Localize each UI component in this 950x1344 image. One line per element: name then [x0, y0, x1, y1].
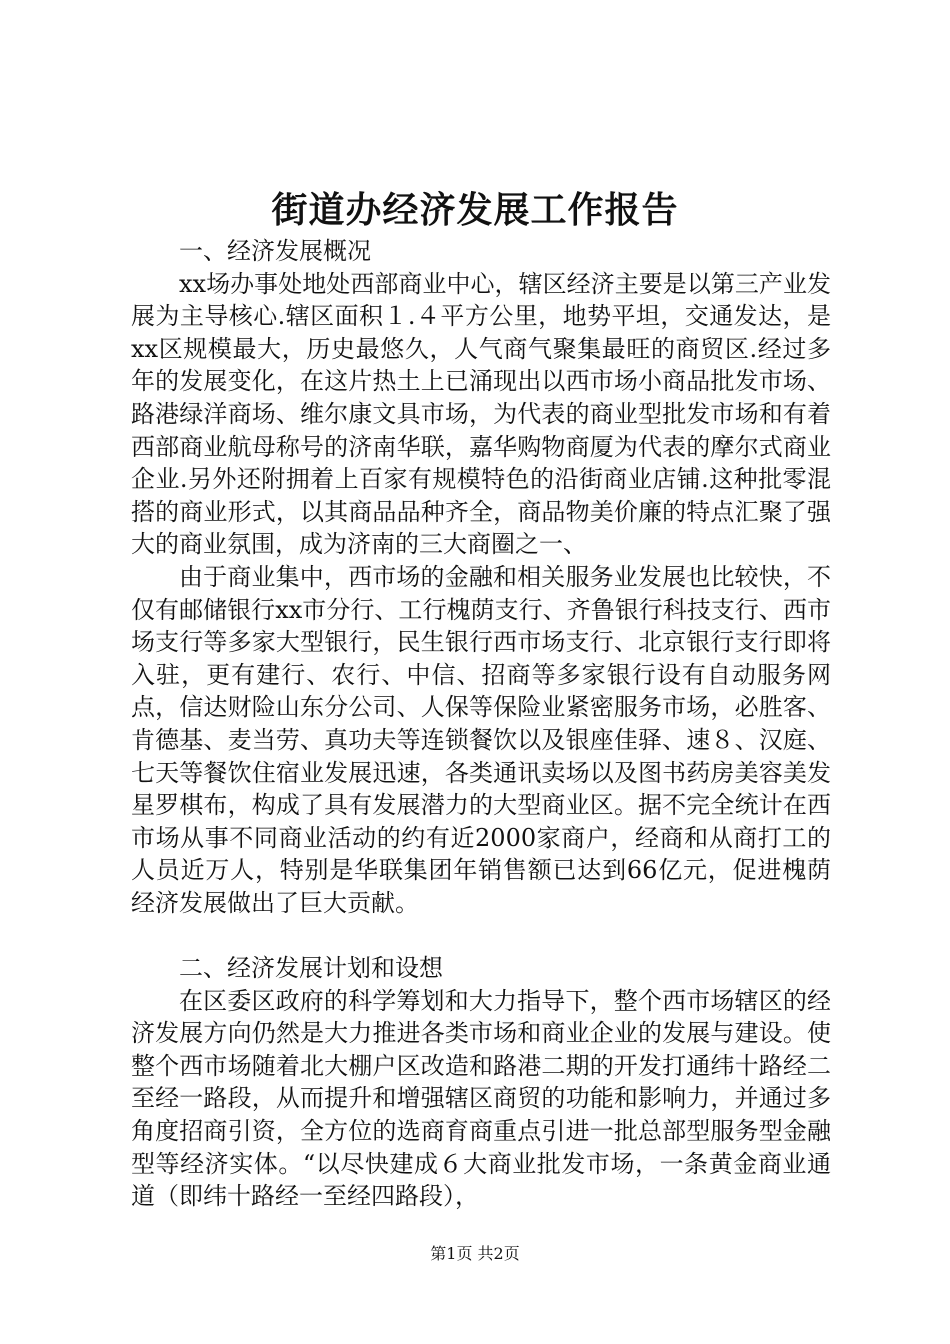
paragraph-overview-2: 由于商业集中，西市场的金融和相关服务业发展也比较快，不仅有邮储银行xx市分行、工行槐荫支行、齐鲁银行科技支行、西市场支行等多家大型银行，民生银行西市场支行、北京银行支行即将入驻，更有建行、农行、中信、招商等多家银行设有自动服务网点，信达财险山东分公司、人保等保险业紧密服务市场，必胜客、肯德基、麦当劳、真功夫等连锁餐饮以及银座佳驿、速８、汉庭、七天等餐饮住宿业发展迅速，各类通讯卖场以及图书药房美容美发星罗棋布，构成了具有发展潜力的大型商业区。据不完全统计在西市场从事不同商业活动的约有近2000家商户，经商和从商打工的人员近万人，特别是华联集团年销售额已达到66亿元，促进槐荫经济发展做出了巨大贡献。 — [131, 562, 831, 917]
paragraph-plan-1: 在区委区政府的科学筹划和大力指导下，整个西市场辖区的经济发展方向仍然是大力推进各类市场和商业企业的发展与建设。使整个西市场随着北大棚户区改造和路港二期的开发打通纬十路经二至经一路段，从而提升和增强辖区商贸的功能和影响力，并通过多角度招商引资，全方位的选商育商重点引进一批总部型服务型金融型等经济实体。“以尽快建成６大商业批发市场，一条黄金商业通道（即纬十路经一至经四路段）， — [131, 986, 831, 1211]
document-body — [131, 235, 831, 1213]
paragraph-overview-1: xx场办事处地处西部商业中心，辖区经济主要是以第三产业发展为主导核心.辖区面积１.４平方公里，地势平坦，交通发达，是xx区规模最大，历史最悠久，人气商气聚集最旺的商贸区.经过多年的发展变化，在这片热土上已涌现出以西市场小商品批发市场、路港绿洋商场、维尔康文具市场，为代表的商业型批发市场和有着西部商业航母称号的济南华联，嘉华购物商厦为代表的摩尔式商业企业.另外还附拥着上百家有规模特色的沿街商业店铺.这种批零混搭的商业形式，以其商品品种齐全，商品物美价廉的特点汇聚了强大的商业氛围，成为济南的三大商圈之一、 — [131, 269, 831, 559]
document-title: 街道办经济发展工作报告 — [271, 189, 679, 231]
section-heading-plan: 二、经济发展计划和设想 — [179, 954, 443, 983]
section-heading-overview: 一、经济发展概况 — [179, 237, 371, 265]
page-number-footer: 第1页 共2页 — [430, 1244, 520, 1263]
paragraph-spacer — [131, 919, 831, 952]
